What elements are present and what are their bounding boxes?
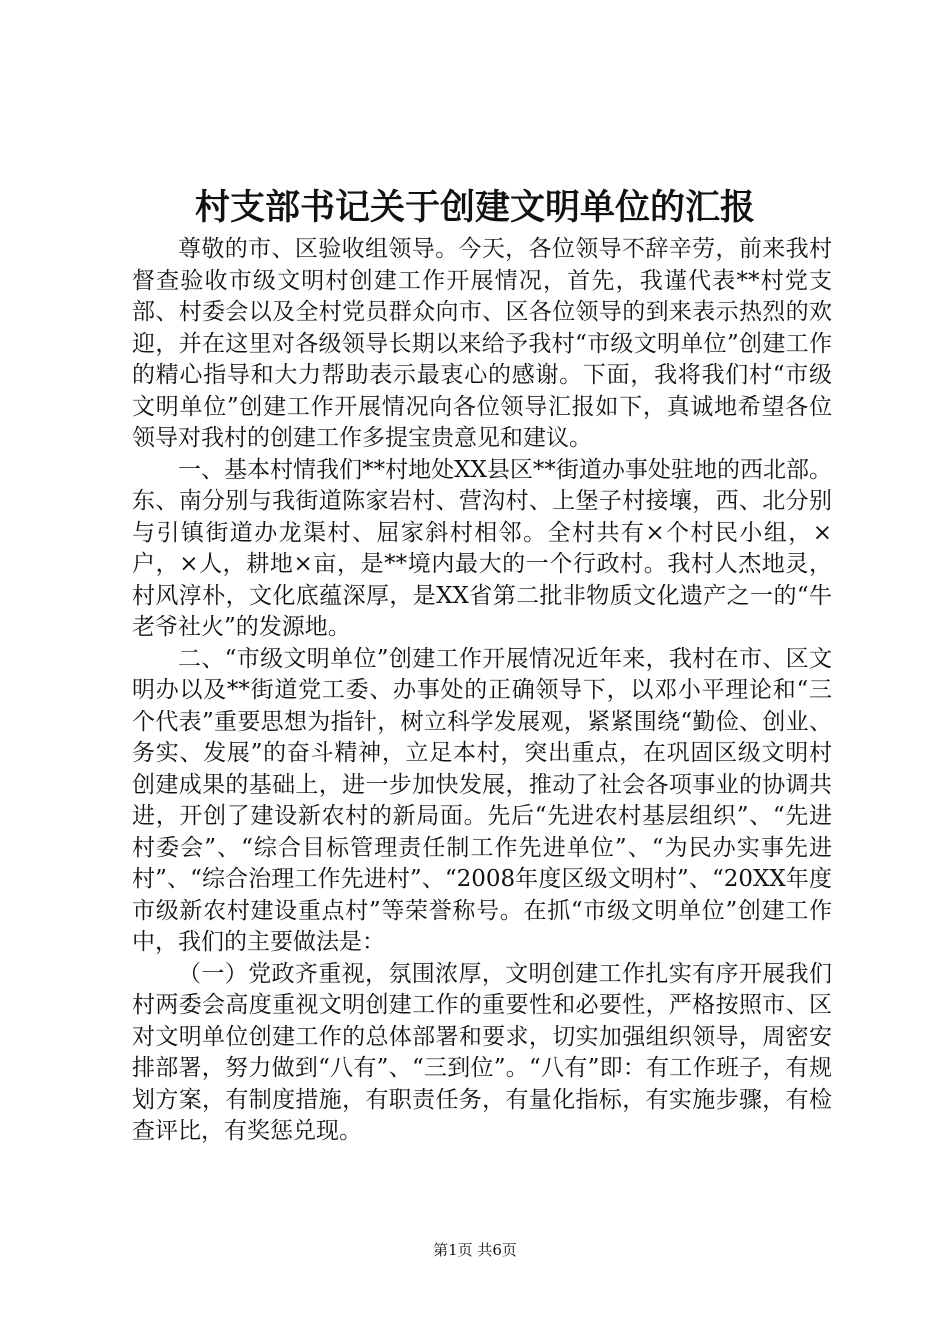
document-body: [132, 234, 832, 1148]
document-title: 村支部书记关于创建文明单位的汇报: [194, 187, 755, 228]
paragraph-village-overview: 一、基本村情我们**村地处XX县区**街道办事处驻地的西北部。东、南分别与我街道陈家岩村、营沟村、上堡子村接壤，西、北分别与引镇街道办龙渠村、屈家斜村相邻。全村共有×个村民小组，×户，×人，耕地×亩，是**境内最大的一个行政村。我村人杰地灵，村风淳朴，文化底蕴深厚，是XX省第二批非物质文化遗产之一的“牛老爷社火”的发源地。: [132, 456, 832, 640]
paragraph-leadership: （一）党政齐重视，氛围浓厚，文明创建工作扎实有序开展我们村两委会高度重视文明创建工作的重要性和必要性，严格按照市、区对文明单位创建工作的总体部署和要求，切实加强组织领导，周密安排部署，努力做到“八有”、“三到位”。“八有”即：有工作班子，有规划方案，有制度措施，有职责任务，有量化指标，有实施步骤，有检查评比，有奖惩兑现。: [132, 960, 832, 1144]
page-footer: 第1页 共6页: [433, 1241, 517, 1259]
paragraph-greeting: 尊敬的市、区验收组领导。今天，各位领导不辞辛劳，前来我村督查验收市级文明村创建工作开展情况，首先，我谨代表**村党支部、村委会以及全村党员群众向市、区各位领导的到来表示热烈的欢迎，并在这里对各级领导长期以来给予我村“市级文明单位”创建工作的精心指导和大力帮助表示最衷心的感谢。下面，我将我们村“市级文明单位”创建工作开展情况向各位领导汇报如下，真诚地希望各位领导对我村的创建工作多提宝贵意见和建议。: [132, 236, 832, 451]
paragraph-creation-work: 二、“市级文明单位”创建工作开展情况近年来，我村在市、区文明办以及**街道党工委、办事处的正确领导下，以邓小平理论和“三个代表”重要思想为指针，树立科学发展观，紧紧围绕“勤俭、创业、务实、发展”的奋斗精神，立足本村，突出重点，在巩固区级文明村创建成果的基础上，进一步加快发展，推动了社会各项事业的协调共进，开创了建设新农村的新局面。先后“先进农村基层组织”、“先进村委会”、“综合目标管理责任制工作先进单位”、“为民办实事先进村”、“综合治理工作先进村”、“2008年度区级文明村”、“20XX年度市级新农村建设重点村”等荣誉称号。在抓“市级文明单位”创建工作中，我们的主要做法是：: [132, 645, 832, 955]
